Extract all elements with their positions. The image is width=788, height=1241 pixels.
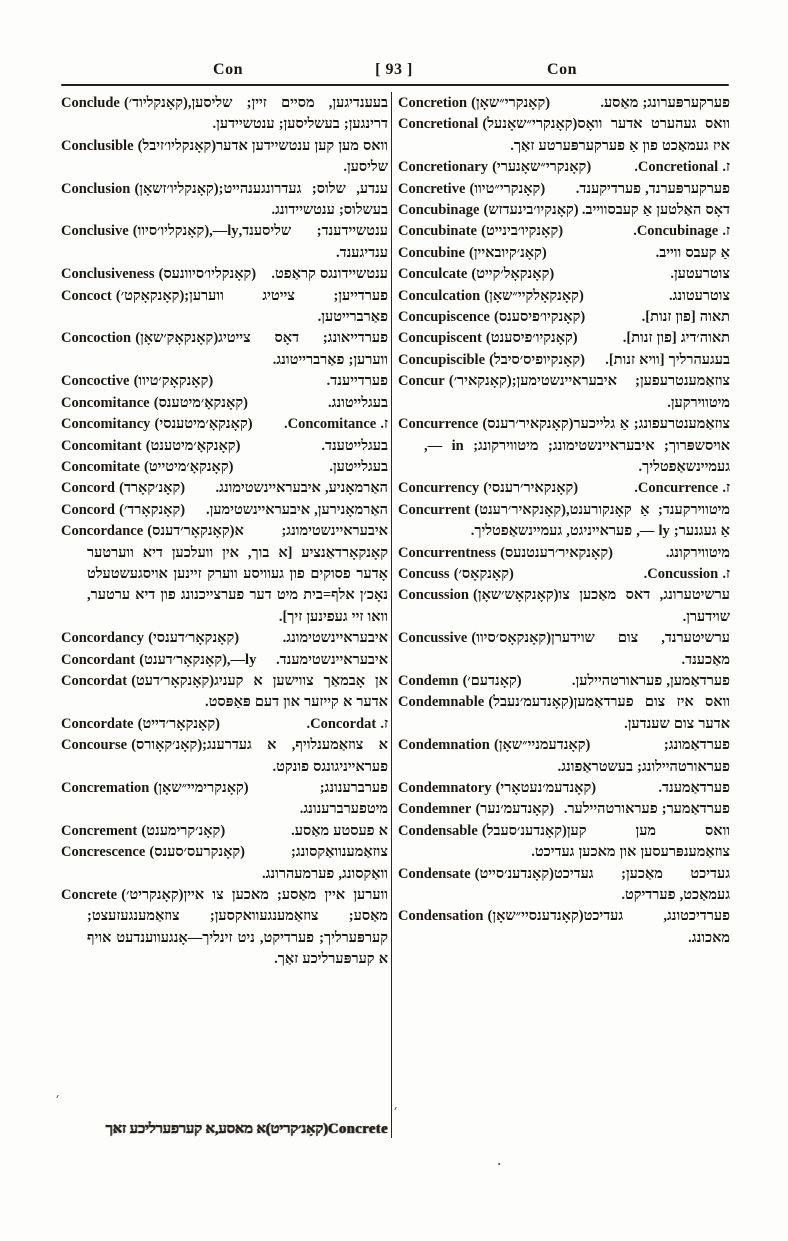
entry-definition: פערברענונג; מיטפערברענונג.	[299, 780, 388, 818]
entry-headword-block	[398, 821, 567, 842]
entry-definition: מיטווירקענד; אַ קאָנקורענט, אַ געגנער; ly —, פעראייניגט, געמיינשאַפטליך.	[470, 501, 730, 540]
entry-pronunciation: (קאָנקיו׳פיסענס)	[489, 309, 586, 326]
entry-headword: Conclude	[61, 95, 120, 111]
entry-headword-block	[398, 350, 585, 371]
entry-pronunciation: (קאָנקרי״טיוו)	[465, 180, 546, 197]
dictionary-entry	[61, 371, 388, 392]
entry-definition: פערדייענד.	[326, 373, 388, 390]
entry-definition: בעגלייטענד.	[321, 437, 388, 454]
entry-definition: האַרמאָניע, איבעראיינשטימונג.	[215, 480, 388, 497]
entry-headword: Concordat	[61, 672, 128, 689]
entry-pronunciation: (קאָנקיו׳פיסענט)	[481, 330, 578, 347]
entry-definition: איבעראיינשטימונג.	[282, 630, 388, 647]
dictionary-entry	[398, 286, 730, 307]
entry-definition: פערקערפּערנד, פערדיקענד.	[575, 180, 730, 197]
entry-pronunciation: (קאָנקאָר׳דענסי)	[143, 630, 240, 647]
entry-headword-block	[61, 286, 184, 307]
entry-headword: Concurrency	[398, 480, 480, 497]
entry-definition: פערדייען; צייטיג ווערען; פאַרברייטען.	[184, 287, 388, 326]
entry-headword-block	[398, 157, 591, 178]
dictionary-entry	[398, 307, 730, 328]
entry-definition: ענטשיידונגס קראַפט.	[271, 266, 388, 283]
entry-headword-block	[398, 628, 551, 649]
dictionary-entry	[61, 500, 388, 521]
dictionary-entry	[61, 778, 388, 821]
entry-headword-block	[61, 264, 256, 285]
entry-headword: Condemnatory	[398, 780, 492, 796]
entry-definition: דאָס האַלטען אַ קעבסווייב.	[581, 202, 730, 219]
dictionary-entry	[398, 328, 730, 349]
entry-definition: ערשיטערונג, דאס מאַכען צו שוידערן.	[558, 587, 730, 625]
entry-headword: Concussive	[398, 630, 468, 647]
entry-headword: Concupiscence	[398, 309, 490, 326]
column-left	[61, 93, 388, 1141]
entry-definition: צוטרעטונג.	[669, 287, 730, 304]
entry-headword-block	[398, 286, 584, 307]
entry-ly-suffix: ,—ly	[209, 223, 239, 240]
entry-pronunciation: (קאָנקאָ׳מיטענט)	[141, 437, 241, 454]
entry-headword: Conclusiveness	[61, 266, 155, 283]
entry-headword: Conclusion	[61, 180, 131, 197]
dictionary-entry	[61, 286, 388, 329]
entry-pronunciation: (קאָנדעמניי״שאָן)	[489, 737, 591, 754]
entry-pronunciation: (קאָנקאָ׳מיטענס)	[149, 394, 248, 411]
entry-headword-block	[398, 221, 563, 242]
entry-definition: פערדאַמונג; פעראורטהיילונג; בעשטראַפונג.	[557, 737, 730, 775]
entry-pronunciation: (קאָנקיופיס׳סיבל)	[485, 351, 585, 368]
entry-pronunciation: (קאָנקאָר׳דענט)	[135, 651, 227, 668]
entry-headword-block	[61, 778, 249, 799]
catchword-definition: א מאסע,א קערפערליכע זאך	[105, 1121, 266, 1137]
dictionary-entry	[398, 906, 730, 949]
entry-headword-block	[398, 735, 590, 756]
entry-pronunciation: (קאָנקליו׳זשאָן)	[130, 180, 219, 197]
entry-definition: פערדייאונג; דאָס צייטיג ווערען; פאַרברייטונג.	[218, 330, 388, 368]
entry-pronunciation: (קאָנ׳קאָורס)	[127, 737, 203, 754]
entry-headword: Concourse	[61, 737, 128, 754]
entry-definition: בעגלייטונג.	[328, 394, 388, 411]
entry-definition: ז. Concomitance.	[283, 416, 388, 433]
dictionary-entry	[398, 543, 730, 564]
entry-headword-block	[61, 371, 213, 392]
entry-headword-block	[61, 671, 214, 692]
dictionary-entry	[61, 842, 388, 885]
entry-pronunciation: (קאָנדעמ׳נעטאָרי)	[491, 780, 597, 796]
dictionary-entry	[61, 436, 388, 457]
entry-headword-block	[61, 821, 225, 842]
dictionary-entry	[398, 585, 730, 628]
entry-definition: ז. Concurrence.	[634, 480, 730, 497]
dictionary-entry	[61, 457, 388, 478]
entry-headword: Condemnable	[398, 694, 485, 711]
entry-headword-block	[61, 650, 256, 671]
dictionary-entry	[61, 521, 388, 628]
page-number: [ 93 ]	[375, 61, 413, 78]
entry-headword-block	[398, 478, 578, 499]
entry-headword: Concurrent	[398, 501, 471, 518]
column-right	[398, 93, 730, 1141]
entry-headword-block	[61, 393, 248, 414]
entry-pronunciation: (קאָנקליו׳סיוו)	[128, 223, 210, 240]
entry-headword-block	[398, 264, 554, 285]
entry-definition: בעגלייטען.	[329, 458, 388, 475]
entry-definition: ווערען איין מאַסע; מאכען צו איין מאַסע; צוזאַמענגעוואקסען; צוזאַמענגעזעצט; קערפּערליך; פערדיקט, ניט זינליך—אָנגעווענדעט אויף א קערפּערליכע זאַך.	[87, 887, 388, 968]
entry-pronunciation: (קאָנקאָלקיי״שאָן)	[480, 287, 584, 304]
dictionary-entry	[61, 393, 388, 414]
entry-definition: ענטשיידענד; שליסענד, ענדיגענד.	[238, 223, 388, 261]
entry-definition: פערדאַמען, פעראורטהיילען.	[571, 672, 730, 689]
entry-pronunciation: (קאָנקיו׳בינייט)	[476, 223, 564, 240]
dictionary-entry	[398, 735, 730, 778]
entry-definition: פערקערפּערונג; מאַסע.	[600, 95, 730, 111]
entry-headword: Concoct	[61, 287, 112, 304]
entry-headword: Concrescence	[61, 844, 146, 861]
dictionary-entry	[61, 650, 388, 671]
entry-headword: Concordate	[61, 715, 134, 732]
entry-pronunciation: (קאָנקליו׳סיוונעס)	[154, 266, 257, 283]
entry-headword-block	[61, 735, 202, 756]
entry-pronunciation: (קאָנקיו׳בינעדזש)	[479, 202, 579, 219]
dictionary-entry	[398, 264, 730, 285]
entry-pronunciation: (קאָנ׳קאָרד)	[114, 480, 186, 497]
entry-pronunciation: (קאָנקאָר׳דייט)	[133, 715, 220, 732]
entry-definition: ערשיטערנד, צום שוידערן מאַכענד.	[551, 630, 730, 668]
entry-pronunciation: (קאָנקרי״שאָנערי)	[487, 159, 592, 176]
entry-definition: ז. Concubinage.	[633, 223, 730, 240]
stray-mark: ·	[497, 1156, 502, 1171]
dictionary-entry	[398, 821, 730, 864]
entry-definition: מיטווירקונג.	[665, 544, 730, 561]
entry-headword-block	[398, 307, 585, 328]
entry-headword-block	[61, 221, 239, 242]
entry-headword: Concomitancy	[61, 416, 151, 433]
dictionary-entry	[61, 328, 388, 371]
dictionary-entry	[398, 200, 730, 221]
entry-headword: Concupiscent	[398, 330, 482, 347]
entry-definition: צוזאַמענטרעפען; איבעראיינשטימען; מיטווירקען.	[511, 373, 730, 411]
dictionary-entry	[398, 371, 730, 414]
entry-headword-block	[398, 778, 596, 799]
entry-pronunciation: (קאָנקאָקט׳)	[111, 287, 185, 304]
entry-headword: Concrement	[61, 822, 138, 839]
entry-headword-block	[398, 500, 566, 521]
entry-pronunciation: (קאָנקרי״שאָן)	[467, 95, 551, 111]
entry-definition: וואס איז צום פערדאַמען אדער צום שענדען.	[573, 694, 730, 732]
entry-headword-block	[398, 114, 577, 135]
entry-headword: Concretion	[398, 95, 468, 111]
dictionary-entry	[61, 821, 388, 842]
entry-headword-block	[398, 93, 550, 114]
entry-headword: Concurrentness	[398, 544, 497, 561]
entry-headword-block	[398, 200, 579, 221]
entry-pronunciation: (קאָנקאיר׳רענטנעס)	[496, 544, 613, 561]
dictionary-entry	[398, 799, 730, 820]
entry-headword-block	[61, 457, 233, 478]
entry-headword: Concomitate	[61, 458, 140, 475]
dictionary-entry	[398, 350, 730, 371]
entry-headword: Concord	[61, 501, 115, 518]
catchword-headword: Concrete	[327, 1121, 388, 1137]
entry-pronunciation: (קאָנדענסיי״שאָן)	[483, 908, 584, 925]
entry-definition: וואס מען קען ענטשיידען אדער שליסען.	[216, 137, 388, 176]
stray-mark: ׳	[56, 1090, 60, 1105]
entry-headword-block	[398, 692, 574, 713]
entry-headword: Concomitance	[61, 394, 150, 411]
entry-definition: פערדאַמער; פעראורטהיילער.	[563, 801, 730, 818]
entry-headword-block	[398, 799, 554, 820]
entry-headword-block	[61, 500, 185, 521]
entry-definition: צוטרעטען.	[670, 266, 730, 283]
entry-definition: האַרמאָנירען, איבעראיינשטימען.	[206, 501, 388, 518]
entry-headword: Concordance	[61, 523, 144, 540]
entry-headword: Concord	[61, 480, 115, 497]
entry-pronunciation: (קאָנדענ׳סייט)	[470, 865, 554, 882]
entry-headword: Condemnation	[398, 737, 490, 754]
entry-headword-block	[398, 243, 547, 264]
entry-pronunciation: (קאָנקאָ׳מיטענסי)	[150, 416, 253, 433]
entry-pronunciation: (קאָנקרי״שאָנעל)	[478, 116, 578, 133]
entry-headword-block	[398, 414, 574, 435]
entry-headword: Concretionary	[398, 159, 488, 176]
entry-definition: בעגעהרליך [וויא זנות].	[605, 351, 730, 368]
dictionary-entry	[398, 500, 730, 543]
entry-headword-block	[61, 179, 219, 200]
entry-headword-block	[398, 564, 514, 585]
entry-headword-block	[398, 585, 558, 606]
entry-definition: א צוזאַמענלויף, א געדרענג; פעראייניגונגס פונקט.	[202, 737, 388, 775]
entry-headword: Condemner	[398, 801, 472, 818]
dictionary-entry	[398, 628, 730, 671]
entry-headword: Concubine	[398, 244, 465, 261]
entry-definition: אַ קעבס ווייב.	[655, 244, 730, 261]
dictionary-entry	[61, 478, 388, 499]
entry-definition: צוזאַמענוואַקסונג; וואַקסונג, פערמעהרונג.	[261, 844, 388, 882]
entry-pronunciation: (קאָנקרימיי״שאָן)	[149, 780, 249, 796]
entry-headword: Concomitant	[61, 437, 142, 454]
entry-definition: איבעראיינשטימונג; א קאָנקאָרדאַנציע [א בוך, אין וועלכען דיא ווערטער אָדער פסוקים פון געוויסע ווערק זיינען אויסגעשטעלט נאָכ׳ן אלף=בית מיט דער פערצייכנונג פון דיא ערטער, וואו זיי געפינען זיך].	[87, 523, 388, 625]
entry-definition: תאוה [פון זנות].	[641, 309, 730, 326]
entry-pronunciation: (קאָנקאיר׳רענסי)	[479, 480, 579, 497]
entry-pronunciation: (קאָנדענ׳סעבל)	[477, 822, 567, 839]
entry-pronunciation: (קאָנקאָק׳טיוו)	[129, 373, 214, 390]
dictionary-entry	[61, 264, 388, 285]
entry-headword: Concur	[398, 373, 445, 390]
entry-headword-block	[61, 436, 240, 457]
entry-pronunciation: (קאָנקאָק׳שאָן)	[131, 330, 219, 347]
entry-headword: Concremation	[61, 780, 150, 796]
entry-headword: Concuss	[398, 565, 450, 582]
dictionary-entry	[61, 628, 388, 649]
running-head-left-word: Con	[213, 61, 243, 78]
dictionary-entry	[398, 692, 730, 735]
entry-headword-block	[398, 671, 522, 692]
entry-definition: וואס געהערט אדער וואָס איז געמאַכט פון אַ פערקערפּערטע זאַך.	[510, 116, 730, 154]
entry-headword: Conculcate	[398, 266, 468, 283]
entry-pronunciation: (קאָנקליוד׳)	[119, 95, 188, 111]
entry-headword: Conclusible	[61, 137, 134, 154]
entry-headword-block	[61, 136, 216, 157]
entry-headword: Concubinage	[398, 202, 480, 219]
entry-pronunciation: (קאָנקאיר׳)	[444, 373, 512, 390]
entry-definition: בעענדיגען, מסיים זיין; שליסען, דרינגען; בעשליסען; ענטשיידען.	[187, 95, 388, 133]
entry-headword: Concurrence	[398, 416, 479, 433]
entry-ly-suffix: ,—ly	[226, 651, 257, 668]
entry-pronunciation: (קאָנדעמ׳נער)	[471, 801, 555, 818]
catchword-line	[61, 1121, 388, 1138]
entry-headword-block	[61, 414, 253, 435]
entry-headword-block	[61, 628, 239, 649]
entry-pronunciation: (קאָנקאָ׳מיטייט)	[139, 458, 234, 475]
header-rule	[61, 84, 729, 86]
dictionary-entry	[61, 414, 388, 435]
entry-headword: Condensate	[398, 865, 471, 882]
entry-headword-block	[61, 521, 234, 542]
entry-headword-block	[398, 328, 578, 349]
entry-definition: ז. Concordat.	[306, 715, 388, 732]
entry-headword-block	[61, 93, 188, 114]
entry-headword: Concordant	[61, 651, 136, 668]
dictionary-entry	[398, 564, 730, 585]
dictionary-entry	[61, 885, 388, 971]
entry-definition: ז. Concretional.	[634, 159, 730, 176]
entry-headword: Concupiscible	[398, 351, 486, 368]
entry-pronunciation: (קאָנדעם׳)	[458, 672, 522, 689]
entry-pronunciation: (קאָנקאיר׳רענט)	[470, 501, 566, 518]
column-divider	[391, 92, 392, 1138]
entry-headword: Concubinate	[398, 223, 477, 240]
entry-definition: ז. Concussion.	[643, 565, 730, 582]
entry-headword-block	[398, 906, 584, 927]
dictionary-entry	[61, 671, 388, 714]
entry-pronunciation: (קאָנקאָס׳)	[449, 565, 514, 582]
entry-pronunciation: (קאָנקאָש׳שאָן)	[468, 587, 559, 604]
entry-pronunciation: (קאָנקרעס׳סענס)	[145, 844, 245, 861]
entry-definition: תאוה׳דיג [פון זנות].	[622, 330, 730, 347]
dictionary-entry	[398, 157, 730, 178]
entry-definition: פערדאַמענד.	[658, 780, 730, 796]
dictionary-entry	[398, 864, 730, 907]
entry-headword-block	[61, 842, 245, 863]
dictionary-entry	[61, 714, 388, 735]
entry-headword: Concrete	[61, 887, 118, 904]
dictionary-entry	[398, 114, 730, 157]
entry-headword-block	[61, 478, 185, 499]
dictionary-entry	[398, 414, 730, 478]
entry-pronunciation: (קאָנקאָל׳קייט)	[467, 266, 555, 283]
entry-pronunciation: (קאָנקאָס׳סיוו)	[467, 630, 552, 647]
dictionary-entry	[61, 735, 388, 778]
entry-pronunciation: (קאָנקאָרד׳)	[114, 501, 186, 518]
entry-headword: Concussion	[398, 587, 469, 604]
entry-definition: איבעראיינשטימענד.	[276, 651, 388, 668]
dictionary-entry	[398, 221, 730, 242]
entry-headword-block	[398, 371, 512, 392]
entry-headword: Condensable	[398, 822, 478, 839]
dictionary-entry	[398, 478, 730, 499]
entry-headword-block	[61, 714, 220, 735]
dictionary-entry	[61, 221, 388, 264]
dictionary-entry	[61, 93, 388, 136]
dictionary-entry	[398, 671, 730, 692]
dictionary-entry	[398, 778, 730, 799]
entry-pronunciation: (קאָנדעמ׳נעבל)	[484, 694, 574, 711]
entry-pronunciation: (קאָנקאָר׳דענס)	[143, 523, 235, 540]
entry-headword-block	[61, 328, 218, 349]
dictionary-entry	[398, 179, 730, 200]
dictionary-entry	[398, 93, 730, 114]
entry-definition: געדיכט מאַכען; געדיכט געמאַכט, פערדיקט.	[553, 865, 730, 904]
entry-headword: Concoction	[61, 330, 132, 347]
dictionary-entry	[398, 243, 730, 264]
entry-headword: Concretional	[398, 116, 479, 133]
entry-pronunciation: (קאָנקריט׳)	[117, 887, 184, 904]
entry-definition: אן אָבמאַך צווישען א קעניג אדער א קייזער און דעם פּאַפּסט.	[205, 672, 388, 711]
entry-headword: Concoctive	[61, 373, 130, 390]
entry-headword: Concordancy	[61, 630, 144, 647]
stray-mark: ׳	[394, 1102, 398, 1117]
entry-headword-block	[398, 864, 554, 885]
entry-headword: Concretive	[398, 180, 466, 197]
entry-definition: פערדיכטונג, געדיכט מאכונג.	[583, 908, 730, 946]
dictionary-entry	[61, 136, 388, 179]
entry-headword: Condensation	[398, 908, 484, 925]
entry-headword: Conculcation	[398, 287, 481, 304]
entry-pronunciation: (קאָנקליו׳זיבל)	[133, 137, 217, 154]
running-head-right-word: Con	[547, 61, 577, 78]
entry-headword: Condemn	[398, 672, 459, 689]
entry-definition: צוזאַמענטרעפונג; אַ גלייכער אויסשפּרוך; איבעראיינשטימונג; מיטווירקונג; in —, געמיינשאַפטליך.	[424, 416, 730, 475]
entry-headword-block	[61, 885, 184, 906]
entry-headword-block	[398, 179, 545, 200]
entry-pronunciation: (קאָנ׳קרימענט)	[137, 822, 226, 839]
entry-headword: Conclusive	[61, 223, 129, 240]
entry-pronunciation: (קאָנקאָר׳דעט)	[127, 672, 215, 689]
entry-definition: א פעסטע מאַסע.	[291, 822, 388, 839]
entry-headword-block	[398, 543, 613, 564]
entry-pronunciation: (קאָנ׳קיובאיין)	[464, 244, 547, 261]
entry-pronunciation: (קאָנקאיר׳רענס)	[478, 416, 574, 433]
entry-definition: וואס מען קען צוזאַמענפּרעסען און מאכען געדיכט.	[531, 822, 730, 861]
entry-definition: ענדע, שלוס; געדרונגענהייט; בעשלוס; ענטשיידונג.	[218, 180, 388, 219]
dictionary-entry	[61, 179, 388, 222]
catchword-pronunciation: (קאָנ׳קריט)	[265, 1121, 328, 1137]
